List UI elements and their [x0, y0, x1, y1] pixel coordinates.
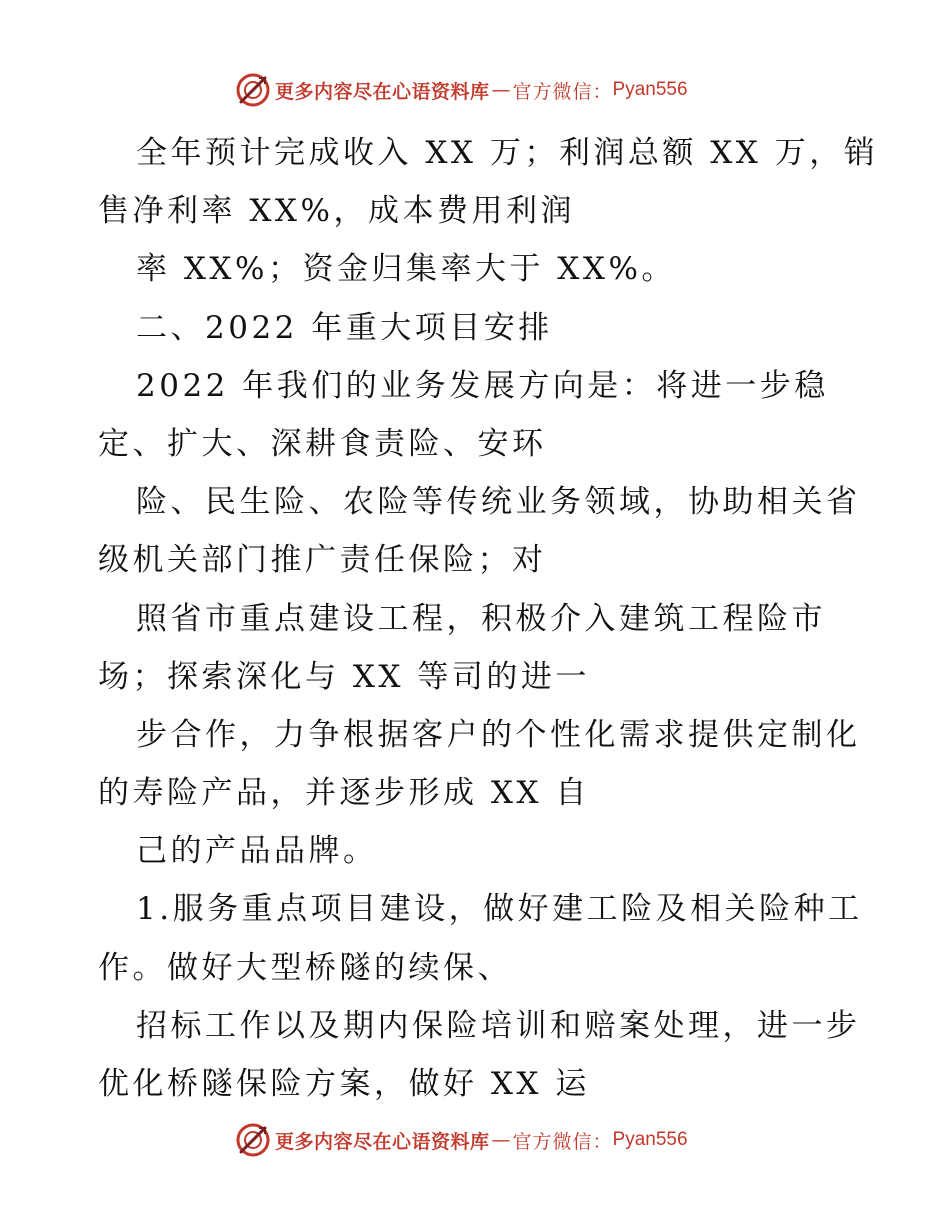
watermark-official-label: 官方微信：: [512, 80, 613, 103]
text-line: 优化桥隧保险方案，做好 XX 运: [98, 1066, 590, 1102]
watermark-wechat-id: Pyan556: [612, 79, 688, 100]
text-line: 己的产品品牌。: [136, 833, 378, 870]
text-line: 级机关部门推广责任保险；对: [98, 542, 547, 579]
text-line: 定、扩大、深耕食责险、安环: [98, 425, 547, 462]
text-line: 招标工作以及期内保险培训和赔案处理，进一步: [136, 1007, 861, 1044]
text-line: 场；探索深化与 XX 等司的进一: [98, 658, 590, 695]
text-line: 全年预计完成收入 XX 万；利润总额 XX 万，销: [136, 135, 879, 171]
text-line: 照省市重点建设工程，积极介入建筑工程险市: [136, 600, 826, 637]
document-body: [98, 124, 879, 1113]
watermark-wechat-id: Pyan556: [612, 1129, 688, 1150]
text-line: 1.服务重点项目建设，做好建工险及相关险种工: [136, 891, 863, 928]
watermark-official-label: 官方微信：: [512, 1130, 613, 1153]
text-line: 险、民生险、农险等传统业务领域，协助相关省: [136, 484, 861, 521]
watermark-brand-text: 更多内容尽在心语资料库: [275, 80, 490, 103]
watermark-separator: —: [491, 1129, 511, 1151]
text-line: 的寿险产品，并逐步形成 XX 自: [98, 775, 590, 812]
section-heading: 二、2022 年重大项目安排: [136, 309, 553, 346]
brand-logo-icon: [235, 1122, 271, 1158]
text-line: 作。做好大型桥隧的续保、: [98, 949, 512, 986]
text-line: 步合作，力争根据客户的个性化需求提供定制化: [136, 716, 861, 753]
text-line: 2022 年我们的业务发展方向是：将进一步稳: [136, 367, 829, 404]
brand-logo-icon: [235, 72, 271, 108]
header-watermark: [235, 72, 755, 108]
watermark-separator: —: [491, 79, 511, 101]
text-line: 率 XX%；资金归集率大于 XX%。: [136, 251, 676, 288]
footer-watermark: [235, 1122, 755, 1158]
watermark-brand-text: 更多内容尽在心语资料库: [275, 1130, 490, 1153]
text-line: 售净利率 XX%，成本费用利润: [98, 193, 575, 230]
